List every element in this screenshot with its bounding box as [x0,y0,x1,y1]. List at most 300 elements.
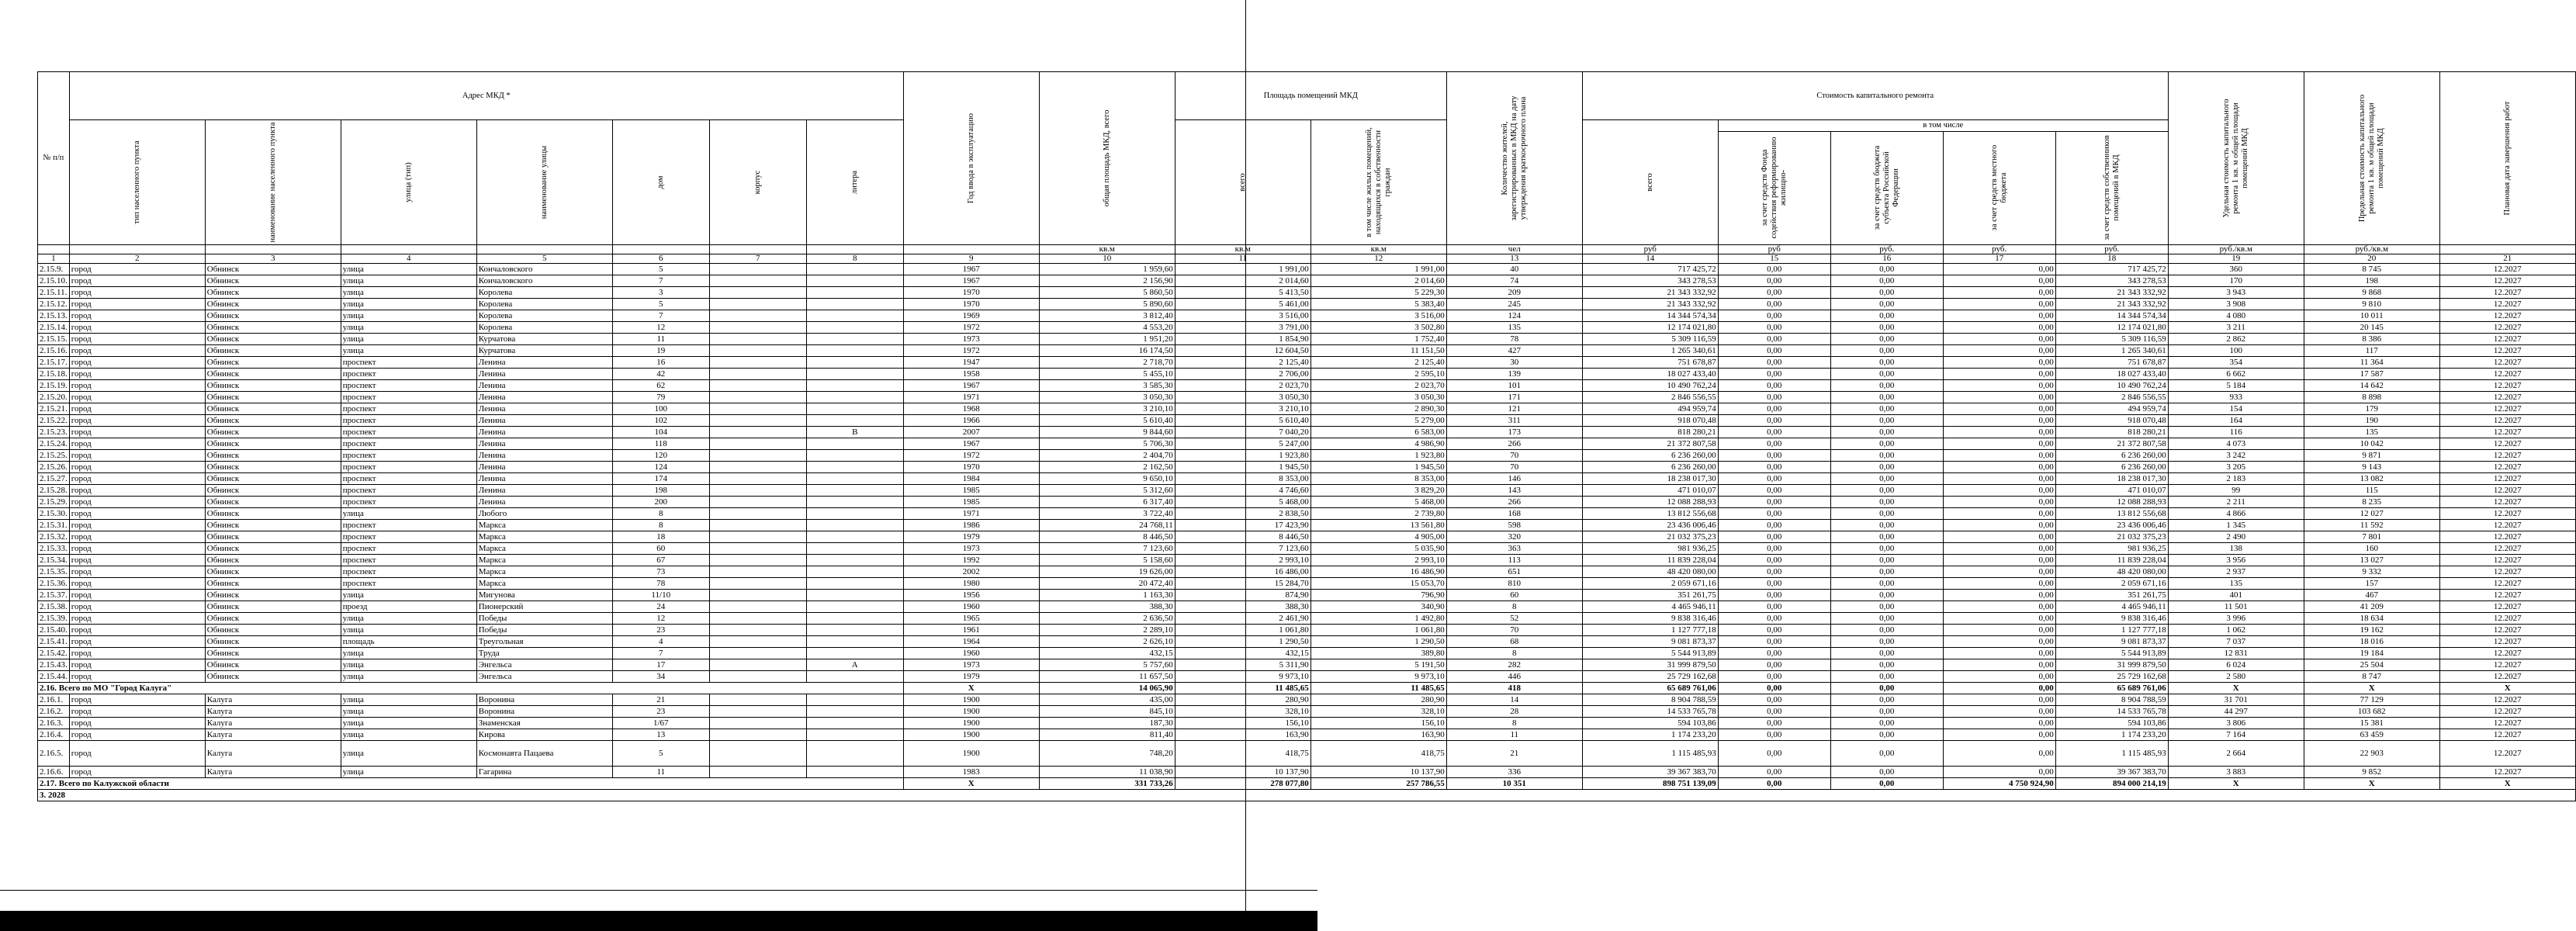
street-name-cell: Ленина [476,485,612,497]
building-cell [709,543,806,555]
cost-subject-cell: 0,00 [1830,415,1943,427]
row-number-cell: 2.15.32. [38,531,70,543]
settlement-name-cell: Обнинск [205,473,341,485]
row-number-cell: 2.16.4. [38,729,70,741]
cost-owners-cell: 1 115 485,93 [2055,741,2168,767]
area-citizens-cell: 2 993,10 [1311,555,1446,566]
cost-all-cell: 1 127 777,18 [1582,625,1718,636]
planned-date-cell: 12.2027 [2439,601,2575,613]
units-row [38,245,2576,254]
street-type-cell: проспект [341,473,476,485]
row-number-cell: 2.15.39. [38,613,70,625]
row-number-cell: 2.15.10. [38,275,70,287]
scan-bottom-bar [0,911,1317,931]
year-cell: 1972 [903,345,1039,357]
year-cell: 1970 [903,287,1039,299]
planned-date-cell: 12.2027 [2439,590,2575,601]
row-number-cell: 2.15.30. [38,508,70,520]
table-row [38,578,2576,590]
unit-cost-cell: 4 866 [2168,508,2304,520]
area-all-cell: 5 610,40 [1175,415,1311,427]
residents-cell: 245 [1446,299,1582,310]
street-name-header: наименование улицы [476,120,612,245]
planned-date-cell: 12.2027 [2439,520,2575,531]
cost-all-cell: 1 174 233,20 [1582,729,1718,741]
total-area-cell: 432,15 [1039,648,1175,659]
row-number-cell: 2.15.17. [38,357,70,369]
building-cell [709,322,806,334]
year-cell: 1900 [903,729,1039,741]
area-citizens-cell: 2 595,10 [1311,369,1446,380]
cost-local-cell: 0,00 [1943,380,2055,392]
building-cell [709,520,806,531]
house-cell: 18 [612,531,709,543]
residents-cell: 70 [1446,462,1582,473]
cost-owners-cell: 14 533 765,78 [2055,706,2168,718]
street-name-cell: Любого [476,508,612,520]
house-cell: 11/10 [612,590,709,601]
table-row [38,345,2576,357]
residents-cell: 52 [1446,613,1582,625]
unit-cell: руб. [2055,245,2168,254]
building-cell [709,403,806,415]
area-all-cell: 163,90 [1175,729,1311,741]
residents-cell: 173 [1446,427,1582,438]
table-row [38,369,2576,380]
cost-fund-cell: 0,00 [1718,729,1830,741]
cost-subject-cell: 0,00 [1830,485,1943,497]
row-number-cell: 2.15.23. [38,427,70,438]
settlement-type-cell: город [69,310,205,322]
total-area-cell: 187,30 [1039,718,1175,729]
total-area-cell: 5 610,40 [1039,415,1175,427]
cost-subject-cell: 0,00 [1830,357,1943,369]
cost-local-cell: 0,00 [1943,543,2055,555]
area-all-cell: 17 423,90 [1175,520,1311,531]
house-cell: 3 [612,287,709,299]
limit-cost-total: X [2304,778,2439,790]
settlement-name-cell: Обнинск [205,659,341,671]
cost-all-cell: 4 465 946,11 [1582,601,1718,613]
house-cell: 200 [612,497,709,508]
column-number-cell: 19 [2168,254,2304,264]
building-cell [709,299,806,310]
row-number-cell: 2.15.12. [38,299,70,310]
street-type-cell: улица [341,299,476,310]
limit-cost-cell: 9 868 [2304,287,2439,299]
letter-cell [806,287,903,299]
settlement-type-cell: город [69,415,205,427]
planned-date-cell: 12.2027 [2439,767,2575,778]
cost-local-cell: 0,00 [1943,473,2055,485]
letter-cell [806,520,903,531]
letter-cell [806,380,903,392]
settlement-type-cell: город [69,485,205,497]
total-row [38,778,2576,790]
planned-date-cell: 12.2027 [2439,485,2575,497]
building-cell [709,659,806,671]
residents-cell: 68 [1446,636,1582,648]
area-all-cell: 2 014,60 [1175,275,1311,287]
cost-owners-cell: 12 174 021,80 [2055,322,2168,334]
area-all-cell: 2 125,40 [1175,357,1311,369]
street-type-cell: улица [341,718,476,729]
area-citizens-cell: 4 905,00 [1311,531,1446,543]
settlement-type-cell: город [69,694,205,706]
limit-cost-cell: 198 [2304,275,2439,287]
area-citizens-cell: 6 583,00 [1311,427,1446,438]
cost-all-cell: 18 027 433,40 [1582,369,1718,380]
settlement-type-cell: город [69,566,205,578]
cost-subject-cell: 0,00 [1830,543,1943,555]
letter-cell [806,590,903,601]
cost-owners-cell: 39 367 383,70 [2055,767,2168,778]
planned-date-header: Плановая дата завершения работ [2439,72,2575,245]
building-cell [709,334,806,345]
planned-date-cell: 12.2027 [2439,392,2575,403]
cost-fund-cell: 0,00 [1718,264,1830,275]
area-all-cell: 1 923,80 [1175,450,1311,462]
cost-subject-cell: 0,00 [1830,287,1943,299]
cost-all-cell: 1 115 485,93 [1582,741,1718,767]
house-cell: 21 [612,694,709,706]
planned-date-cell: 12.2027 [2439,706,2575,718]
area-all-cell: 874,90 [1175,590,1311,601]
column-number-cell: 17 [1943,254,2055,264]
house-cell: 67 [612,555,709,566]
unit-cell [2439,245,2575,254]
street-name-cell: Победы [476,613,612,625]
area-citizens-cell: 15 053,70 [1311,578,1446,590]
cost-subject-cell: 0,00 [1830,578,1943,590]
building-cell [709,729,806,741]
cost-local-cell: 0,00 [1943,613,2055,625]
settlement-type-cell: город [69,555,205,566]
settlement-type-cell: город [69,287,205,299]
unit-cost-cell: 170 [2168,275,2304,287]
residents-total: 418 [1446,683,1582,694]
cost-subject-cell: 0,00 [1830,694,1943,706]
total-area-cell: 19 626,00 [1039,566,1175,578]
settlement-type-cell: город [69,450,205,462]
limit-cost-cell: 115 [2304,485,2439,497]
row-number-cell: 2.15.11. [38,287,70,299]
total-label: 2.17. Всего по Калужской области [38,778,904,790]
cost-subject-cell: 0,00 [1830,625,1943,636]
cost-subject-cell: 0,00 [1830,718,1943,729]
cost-all-cell: 6 236 260,00 [1582,462,1718,473]
residents-cell: 146 [1446,473,1582,485]
area-citizens-cell: 13 561,80 [1311,520,1446,531]
unit-cost-cell: 933 [2168,392,2304,403]
planned-date-cell: 12.2027 [2439,310,2575,322]
cost-subject-cell: 0,00 [1830,369,1943,380]
area-citizens-cell: 1 991,00 [1311,264,1446,275]
settlement-name-cell: Обнинск [205,380,341,392]
residents-cell: 8 [1446,601,1582,613]
area-all-cell: 2 461,90 [1175,613,1311,625]
column-number-cell: 11 [1175,254,1311,264]
table-row [38,555,2576,566]
settlement-type-cell: город [69,520,205,531]
total-area-cell: 6 317,40 [1039,497,1175,508]
residents-cell: 8 [1446,718,1582,729]
area-citizens-cell: 280,90 [1311,694,1446,706]
building-cell [709,462,806,473]
cost-fund-cell: 0,00 [1718,462,1830,473]
cost-subject-cell: 0,00 [1830,403,1943,415]
table-row [38,473,2576,485]
street-name-cell: Ленина [476,357,612,369]
column-number-cell: 18 [2055,254,2168,264]
building-cell [709,485,806,497]
letter-cell [806,566,903,578]
house-cell: 60 [612,543,709,555]
residents-cell: 21 [1446,741,1582,767]
total-area-header: общая площадь МКД, всего [1039,72,1175,245]
street-name-cell: Победы [476,625,612,636]
settlement-name-cell: Обнинск [205,275,341,287]
cost-subject-cell: 0,00 [1830,345,1943,357]
year-cell: 1900 [903,694,1039,706]
column-number-cell: 9 [903,254,1039,264]
house-cell: 13 [612,729,709,741]
settlement-name-cell: Калуга [205,729,341,741]
table-row [38,497,2576,508]
total-area-cell: 20 472,40 [1039,578,1175,590]
limit-cost-cell: 13 027 [2304,555,2439,566]
area-all-cell: 7 123,60 [1175,543,1311,555]
unit-cost-cell: 3 883 [2168,767,2304,778]
unit-cost-cell: 3 943 [2168,287,2304,299]
cost-fund-cell: 0,00 [1718,531,1830,543]
table-row [38,671,2576,683]
year-cell: 1967 [903,438,1039,450]
row-number-cell: 2.15.35. [38,566,70,578]
column-number-cell: 4 [341,254,476,264]
cost-all-cell: 8 904 788,59 [1582,694,1718,706]
area-all-cell: 280,90 [1175,694,1311,706]
house-cell: 102 [612,415,709,427]
unit-cell: руб./кв.м [2168,245,2304,254]
year-cell: 1973 [903,334,1039,345]
cost-subject-cell: 0,00 [1830,729,1943,741]
settlement-type-cell: город [69,590,205,601]
area-citizens-cell: 156,10 [1311,718,1446,729]
cost-all-cell: 14 344 574,34 [1582,310,1718,322]
table-row [38,415,2576,427]
limit-cost-total: X [2304,683,2439,694]
planned-date-cell: 12.2027 [2439,438,2575,450]
letter-cell [806,462,903,473]
street-name-cell: Ленина [476,438,612,450]
cost-local-cell: 0,00 [1943,636,2055,648]
unit-cost-cell: 6 024 [2168,659,2304,671]
cost-subject-cell: 0,00 [1830,601,1943,613]
building-cell [709,531,806,543]
residents-cell: 113 [1446,555,1582,566]
cost-owners-cell: 14 344 574,34 [2055,310,2168,322]
row-number-cell: 2.15.38. [38,601,70,613]
cost-local-cell: 0,00 [1943,450,2055,462]
residents-cell: 139 [1446,369,1582,380]
house-cell: 7 [612,275,709,287]
cost-all-cell: 1 265 340,61 [1582,345,1718,357]
unit-cost-cell: 354 [2168,357,2304,369]
street-name-cell: Энгельса [476,659,612,671]
total-area-cell: 2 626,10 [1039,636,1175,648]
building-cell [709,706,806,718]
building-cell [709,590,806,601]
cost-all-cell: 717 425,72 [1582,264,1718,275]
cost-all-cell: 14 533 765,78 [1582,706,1718,718]
planned-date-cell: 12.2027 [2439,264,2575,275]
year-cell: 1970 [903,462,1039,473]
cost-subject-cell: 0,00 [1830,264,1943,275]
area-all-total: 11 485,65 [1175,683,1311,694]
settlement-name-cell: Обнинск [205,334,341,345]
unit-cost-cell: 2 211 [2168,497,2304,508]
street-type-cell: проспект [341,485,476,497]
residents-cell: 78 [1446,334,1582,345]
cost-subject-cell: 0,00 [1830,590,1943,601]
cost-local-cell: 0,00 [1943,497,2055,508]
unit-cost-cell: 6 662 [2168,369,2304,380]
letter-cell [806,415,903,427]
letter-cell [806,625,903,636]
cost-fund-cell: 0,00 [1718,671,1830,683]
cost-subject-cell: 0,00 [1830,613,1943,625]
year-cell: 1967 [903,275,1039,287]
year-cell: 1972 [903,322,1039,334]
house-cell: 11 [612,767,709,778]
unit-cell: кв.м [1039,245,1175,254]
building-cell [709,566,806,578]
settlement-type-cell: город [69,636,205,648]
table-row [38,590,2576,601]
cost-subject-cell: 0,00 [1830,322,1943,334]
cost-local-cell: 0,00 [1943,625,2055,636]
cost-owners-cell: 18 027 433,40 [2055,369,2168,380]
building-cell [709,264,806,275]
row-number-cell: 2.15.43. [38,659,70,671]
cost-fund-cell: 0,00 [1718,767,1830,778]
limit-cost-cell: 14 642 [2304,380,2439,392]
planned-date-cell: 12.2027 [2439,299,2575,310]
cost-local-cell: 0,00 [1943,462,2055,473]
cost-local-cell: 0,00 [1943,659,2055,671]
cost-fund-cell: 0,00 [1718,601,1830,613]
table-row [38,625,2576,636]
cost-all-header: всего [1582,120,1718,245]
cost-fund-cell: 0,00 [1718,287,1830,299]
cost-owners-cell: 343 278,53 [2055,275,2168,287]
cost-all-cell: 2 059 671,16 [1582,578,1718,590]
row-number-cell: 2.15.36. [38,578,70,590]
cost-subject-total: 0,00 [1830,778,1943,790]
street-name-cell: Королева [476,310,612,322]
limit-cost-cell: 41 209 [2304,601,2439,613]
planned-date-cell: 12.2027 [2439,555,2575,566]
residents-cell: 135 [1446,322,1582,334]
area-citizens-cell: 5 035,90 [1311,543,1446,555]
cost-subject-cell: 0,00 [1830,450,1943,462]
street-name-cell: Ленина [476,462,612,473]
cost-owners-cell: 6 236 260,00 [2055,462,2168,473]
area-all-cell: 2 706,00 [1175,369,1311,380]
table-row [38,357,2576,369]
area-all-cell: 4 746,60 [1175,485,1311,497]
unit-cost-total: X [2168,683,2304,694]
street-name-cell: Знаменская [476,718,612,729]
residents-cell: 363 [1446,543,1582,555]
area-all-cell: 3 516,00 [1175,310,1311,322]
year-cell: 1956 [903,590,1039,601]
building-cell [709,648,806,659]
cost-fund-cell: 0,00 [1718,345,1830,357]
cost-subject-cell: 0,00 [1830,767,1943,778]
year-cell: 1971 [903,392,1039,403]
planned-date-cell: 12.2027 [2439,531,2575,543]
building-cell [709,497,806,508]
cost-local-cell: 0,00 [1943,706,2055,718]
cost-subject-cell: 0,00 [1830,427,1943,438]
cost-owners-cell: 9 081 873,37 [2055,636,2168,648]
cost-local-cell: 0,00 [1943,555,2055,566]
house-cell: 8 [612,508,709,520]
house-cell: 23 [612,706,709,718]
street-type-cell: проспект [341,403,476,415]
cost-fund-cell: 0,00 [1718,625,1830,636]
letter-cell: В [806,427,903,438]
unit-cost-cell: 7 164 [2168,729,2304,741]
cost-fund-total: 0,00 [1718,778,1830,790]
house-cell: 34 [612,671,709,683]
table-row [38,299,2576,310]
table-row [38,566,2576,578]
cost-fund-cell: 0,00 [1718,718,1830,729]
building-cell [709,357,806,369]
year-cell: 1984 [903,473,1039,485]
house-cell: 24 [612,601,709,613]
column-number-cell: 16 [1830,254,1943,264]
area-citizens-cell: 3 502,80 [1311,322,1446,334]
area-all-cell: 8 446,50 [1175,531,1311,543]
limit-cost-cell: 20 145 [2304,322,2439,334]
street-type-cell: проспект [341,555,476,566]
area-citizens-cell: 5 468,00 [1311,497,1446,508]
settlement-name-cell: Обнинск [205,601,341,613]
unit-cell: руб [1582,245,1718,254]
cost-owners-cell: 21 343 332,92 [2055,299,2168,310]
row-number-cell: 2.15.18. [38,369,70,380]
house-cell: 12 [612,322,709,334]
settlement-name-cell: Калуга [205,767,341,778]
house-cell: 100 [612,403,709,415]
column-number-cell: 12 [1311,254,1446,264]
planned-date-cell: 12.2027 [2439,287,2575,299]
column-number-cell: 8 [806,254,903,264]
unit-cost-cell: 5 184 [2168,380,2304,392]
cost-all-cell: 48 420 080,00 [1582,566,1718,578]
total-area-cell: 5 757,60 [1039,659,1175,671]
letter-cell [806,694,903,706]
street-type-cell: проспект [341,380,476,392]
year-total: X [903,778,1039,790]
area-all-cell: 5 247,00 [1175,438,1311,450]
street-type-cell: улица [341,706,476,718]
year-cell: 1985 [903,485,1039,497]
